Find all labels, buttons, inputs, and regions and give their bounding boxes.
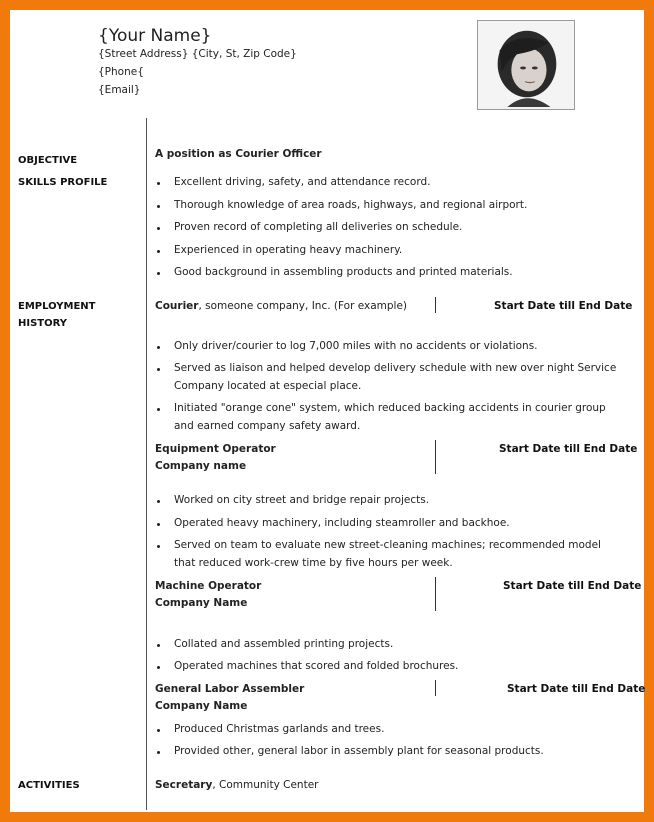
job-bullet: Worked on city street and bridge repair projects.: [174, 494, 430, 506]
skill-item: Excellent driving, safety, and attendance record.: [174, 176, 431, 188]
bullet-icon: [157, 644, 160, 647]
bullet-icon: [157, 408, 160, 411]
job-bullet: Served on team to evaluate new street-cleaning machines; recommended model: [174, 539, 601, 551]
skill-item: Proven record of completing all deliveries on schedule.: [174, 221, 463, 233]
address-line: {Street Address} {City, St, Zip Code}: [98, 48, 297, 60]
job-company: Company Name: [155, 700, 248, 712]
column-divider: [146, 118, 147, 810]
portrait-image: [478, 21, 574, 109]
bullet-icon: [157, 346, 160, 349]
job-dates: Start Date till End Date: [503, 580, 642, 592]
job-bullet: Produced Christmas garlands and trees.: [174, 723, 385, 735]
job-title: Equipment Operator: [155, 443, 276, 455]
skill-item: Experienced in operating heavy machinery.: [174, 244, 403, 256]
bullet-icon: [157, 523, 160, 526]
candidate-name: {Your Name}: [98, 26, 212, 46]
bullet-icon: [157, 500, 160, 503]
bullet-icon: [157, 545, 160, 548]
section-objective: OBJECTIVE: [18, 155, 78, 166]
job-title: Machine Operator: [155, 580, 262, 592]
section-history: HISTORY: [18, 318, 68, 329]
activity-line: [155, 779, 318, 791]
bullet-icon: [157, 666, 160, 669]
job-bullet-cont: Company located at especial place.: [174, 380, 362, 392]
section-employment: EMPLOYMENT: [18, 301, 96, 312]
job-bullet: Only driver/courier to log 7,000 miles with no accidents or violations.: [174, 340, 538, 352]
bullet-icon: [157, 751, 160, 754]
job-bullet-cont: and earned company safety award.: [174, 420, 361, 432]
job-title: Courier: [155, 300, 199, 312]
job-bullet: Collated and assembled printing projects.: [174, 638, 394, 650]
section-skills-profile: SKILLS PROFILE: [18, 177, 108, 188]
skill-item: Good background in assembling products and printed materials.: [174, 266, 513, 278]
activity-title: Secretary: [155, 779, 213, 791]
section-activities: ACTIVITIES: [18, 780, 80, 791]
bullet-icon: [157, 250, 160, 253]
job-divider: [435, 680, 436, 696]
objective-text: A position as Courier Officer: [155, 148, 322, 160]
bullet-icon: [157, 729, 160, 732]
phone-line: {Phone{: [98, 66, 144, 78]
activity-org: , Community Center: [212, 779, 319, 791]
job-dates: Start Date till End Date: [507, 683, 646, 695]
job-bullet-cont: that reduced work-crew time by five hours per week.: [174, 557, 453, 569]
job-bullet: Operated machines that scored and folded brochures.: [174, 660, 459, 672]
bullet-icon: [157, 368, 160, 371]
job-dates: Start Date till End Date: [499, 443, 638, 455]
skill-item: Thorough knowledge of area roads, highways, and regional airport.: [174, 199, 528, 211]
job-bullet: Served as liaison and helped develop delivery schedule with new over night Service: [174, 362, 617, 374]
job-bullet: Provided other, general labor in assembly plant for seasonal products.: [174, 745, 544, 757]
job-company: , someone company, Inc. (For example): [198, 300, 408, 312]
job-bullet: Initiated "orange cone" system, which reduced backing accidents in courier group: [174, 402, 606, 414]
job-company: Company Name: [155, 597, 248, 609]
profile-photo: [477, 20, 575, 110]
job-company: Company name: [155, 460, 247, 472]
bullet-icon: [157, 227, 160, 230]
job-dates: Start Date till End Date: [494, 300, 633, 312]
job-title-line: [155, 300, 407, 312]
job-divider: [435, 297, 436, 313]
job-divider: [435, 577, 436, 611]
bullet-icon: [157, 182, 160, 185]
job-title: General Labor Assembler: [155, 683, 305, 695]
job-divider: [435, 440, 436, 474]
bullet-icon: [157, 272, 160, 275]
bullet-icon: [157, 205, 160, 208]
job-bullet: Operated heavy machinery, including steamroller and backhoe.: [174, 517, 510, 529]
email-line: {Email}: [98, 84, 141, 96]
